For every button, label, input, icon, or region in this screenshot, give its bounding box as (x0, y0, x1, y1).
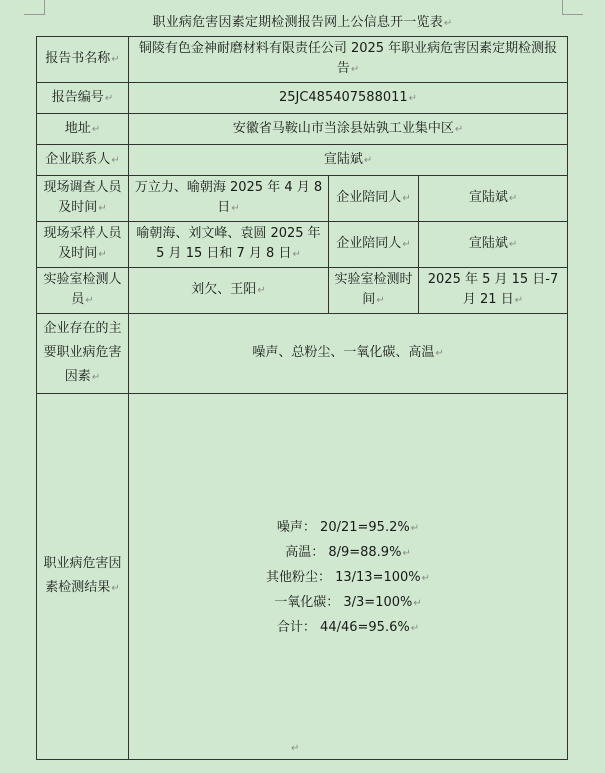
paragraph-mark: ↵ (410, 523, 420, 534)
cell-text: 现场采样人员及时间 (43, 226, 122, 261)
paragraph-mark: ↵ (231, 203, 240, 214)
table-row (37, 394, 568, 760)
paragraph-mark: ↵ (443, 18, 453, 29)
result-line (133, 566, 563, 591)
result-line (133, 516, 563, 541)
result-text: 合计： 44/46=95.6% (276, 620, 410, 635)
report-name-label (37, 37, 129, 83)
lab-time-value (419, 268, 568, 314)
table-row (37, 176, 568, 222)
paragraph-mark: ↵ (363, 154, 373, 166)
paragraph-mark: ↵ (111, 583, 120, 594)
cell-text: 企业陪同人 (336, 190, 402, 205)
cell-text: 企业存在的主要职业病危害因素 (43, 321, 122, 384)
result-text: 其他粉尘： 13/13=100% (265, 570, 421, 585)
table-row (37, 145, 568, 176)
result-line (133, 591, 563, 616)
survey-accompany-label (329, 176, 419, 222)
paragraph-mark: ↵ (98, 203, 107, 214)
cell-text: 实验室检测时间 (334, 272, 413, 307)
page-corner-top-left (24, 0, 45, 15)
disclosure-table (36, 36, 568, 760)
paragraph-mark: ↵ (104, 92, 114, 104)
cell-text: 安徽省马鞍山市当涂县姑孰工业集中区 (232, 120, 454, 136)
address-value (129, 114, 568, 145)
result-line (133, 616, 563, 641)
paragraph-mark: ↵ (410, 623, 420, 634)
cell-text: 宣陆斌 (323, 151, 363, 167)
paragraph-mark: ↵ (402, 193, 411, 204)
paragraph-mark: ↵ (508, 193, 518, 204)
paragraph-mark: ↵ (291, 743, 300, 754)
sampling-accompany-value (419, 222, 568, 268)
contact-label (37, 145, 129, 176)
paragraph-mark: ↵ (376, 295, 385, 306)
paragraph-mark: ↵ (257, 285, 266, 296)
table-row (37, 268, 568, 314)
cell-text: 刘欠、王阳 (191, 282, 257, 297)
cell-text: 宣陆斌 (468, 190, 508, 205)
cell-text: 报告书名称 (45, 51, 111, 66)
results-value (129, 394, 568, 760)
table-row (37, 222, 568, 268)
report-no-label (37, 83, 129, 114)
results-label (37, 394, 129, 760)
cell-text: 噪声、总粉尘、一氧化碳、高温 (252, 345, 435, 360)
paragraph-mark: ↵ (402, 239, 411, 250)
paragraph-mark: ↵ (292, 249, 301, 260)
cell-text: 万立力、喻朝海 2025 年 4 月 8 日 (134, 180, 323, 215)
survey-label (37, 176, 129, 222)
paragraph-mark: ↵ (508, 239, 518, 250)
table-row (37, 37, 568, 83)
survey-value (129, 176, 329, 222)
survey-accompany-value (419, 176, 568, 222)
cell-text: 地址 (64, 120, 91, 136)
cell-text: 实验室检测人员 (43, 272, 122, 307)
paragraph-mark: ↵ (454, 123, 464, 135)
result-text: 高温： 8/9=88.9% (285, 545, 402, 560)
hazards-value (129, 314, 568, 394)
cell-text: 报告编号 (51, 89, 104, 105)
paragraph-mark: ↵ (421, 573, 431, 584)
paragraph-mark: ↵ (350, 64, 360, 75)
result-line (133, 541, 563, 566)
sampling-accompany-label (329, 222, 419, 268)
cell-text: 现场调查人员及时间 (43, 180, 122, 215)
document-title (0, 14, 605, 33)
sampling-value (129, 222, 329, 268)
page-corner-top-right (562, 0, 583, 15)
contact-value (129, 145, 568, 176)
lab-staff-value (129, 268, 329, 314)
results-list (133, 396, 563, 641)
lab-time-label (329, 268, 419, 314)
paragraph-mark: ↵ (111, 154, 120, 166)
table-row (37, 83, 568, 114)
paragraph-mark: ↵ (98, 249, 107, 260)
sampling-label (37, 222, 129, 268)
cell-text: 职业病危害因素检测结果 (43, 556, 122, 595)
cell-text: 喻朝海、刘文峰、袁圆 2025 年 5 月 15 日和 7 月 8 日 (136, 226, 321, 261)
paragraph-mark: ↵ (91, 123, 101, 135)
paragraph-mark: ↵ (111, 54, 120, 65)
result-text: 一氧化碳： 3/3=100% (274, 595, 413, 610)
paragraph-mark: ↵ (408, 92, 418, 104)
report-no-value (129, 83, 568, 114)
paragraph-mark: ↵ (91, 372, 101, 383)
paragraph-mark: ↵ (514, 295, 524, 306)
cell-text: 25JC485407588011 (278, 89, 408, 105)
paragraph-mark: ↵ (402, 548, 411, 559)
cell-text: 企业联系人 (45, 151, 111, 167)
cell-text: 铜陵有色金神耐磨材料有限责任公司 2025 年职业病危害因素定期检测报告 (138, 41, 558, 76)
lab-staff-label (37, 268, 129, 314)
table-row (37, 314, 568, 394)
paragraph-mark: ↵ (435, 348, 444, 359)
cell-text: 企业陪同人 (336, 236, 402, 251)
result-text: 噪声： 20/21=95.2% (276, 520, 410, 535)
report-name-value (129, 37, 568, 83)
cell-text: 宣陆斌 (468, 236, 508, 251)
cell-text: 2025 年 5 月 15 日-7 月 21 日 (427, 272, 559, 307)
table-row (37, 114, 568, 145)
paragraph-mark: ↵ (85, 295, 94, 306)
address-label (37, 114, 129, 145)
hazards-label (37, 314, 129, 394)
paragraph-mark: ↵ (413, 598, 422, 609)
title-text: 职业病危害因素定期检测报告网上公信息开一览表 (152, 15, 443, 30)
